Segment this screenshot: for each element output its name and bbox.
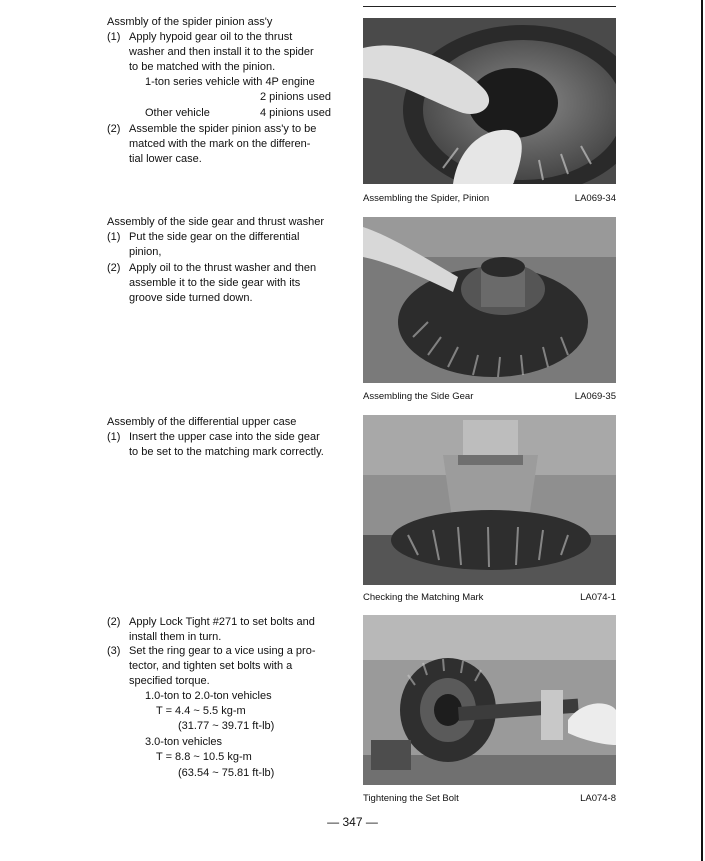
step-line: Put the side gear on the differential bbox=[129, 231, 300, 243]
step-upper-case-1 bbox=[107, 430, 333, 460]
step-number: (2) bbox=[107, 123, 121, 135]
caption-text: Assembling the Side Gear bbox=[363, 391, 474, 402]
step-line: Apply oil to the thrust washer and then bbox=[129, 262, 317, 274]
step-line: Apply hypoid gear oil to the thrust bbox=[129, 31, 293, 43]
step-side-gear-2 bbox=[107, 261, 333, 306]
photo-set-bolt bbox=[363, 615, 616, 785]
step-line: Assemble the spider pinion ass'y to be bbox=[129, 123, 317, 135]
section-title-spider: Assmbly of the spider pinion ass'y bbox=[107, 16, 273, 28]
photo-spider-pinion bbox=[363, 18, 616, 184]
photo-side-gear bbox=[363, 217, 616, 383]
step-line: Apply Lock Tight #271 to set bolts and bbox=[129, 616, 315, 628]
step-number: (1) bbox=[107, 231, 121, 243]
step-set-bolts-3 bbox=[107, 644, 333, 689]
step-number: (2) bbox=[107, 616, 121, 628]
step-line: pinion, bbox=[129, 246, 162, 258]
figure-code: LA069-35 bbox=[574, 391, 616, 402]
caption-text: Checking the Matching Mark bbox=[363, 592, 484, 603]
page-frame-right bbox=[701, 0, 703, 861]
step-number: (1) bbox=[107, 431, 121, 443]
step-spider-2 bbox=[107, 122, 333, 167]
step-line: to be matched with the pinion. bbox=[129, 61, 276, 73]
step-line: specified torque. bbox=[129, 675, 210, 687]
section-title-side-gear: Assembly of the side gear and thrust washer bbox=[107, 216, 325, 228]
torque-metric: T = 4.4 ~ 5.5 kg-m bbox=[156, 705, 246, 717]
spec-label: 1-ton series vehicle with 4P engine bbox=[145, 76, 315, 88]
step-line: groove side turned down. bbox=[129, 292, 253, 304]
caption-text: Assembling the Spider, Pinion bbox=[363, 193, 490, 204]
step-line: Set the ring gear to a vice using a pro- bbox=[129, 645, 316, 657]
page-number: — 347 — bbox=[327, 815, 378, 829]
step-line: Insert the upper case into the side gear bbox=[129, 431, 320, 443]
figure-code: LA074-8 bbox=[580, 793, 616, 804]
caption-text: Tightening the Set Bolt bbox=[363, 793, 459, 804]
photo-matching-mark bbox=[363, 415, 616, 585]
spec-value: 4 pinions used bbox=[260, 107, 331, 119]
step-line: install them in turn. bbox=[129, 631, 222, 643]
step-spider-1 bbox=[107, 30, 333, 75]
step-side-gear-1 bbox=[107, 230, 333, 260]
step-line: washer and then install it to the spider bbox=[129, 46, 314, 58]
step-set-bolts-2 bbox=[107, 615, 333, 645]
step-line: matced with the mark on the differen- bbox=[129, 138, 311, 150]
step-line: tector, and tighten set bolts with a bbox=[129, 660, 293, 672]
torque-imperial: (31.77 ~ 39.71 ft-lb) bbox=[178, 720, 275, 732]
top-rule bbox=[363, 6, 616, 7]
step-line: tial lower case. bbox=[129, 153, 202, 165]
torque-label: 3.0-ton vehicles bbox=[145, 736, 223, 748]
torque-imperial: (63.54 ~ 75.81 ft-lb) bbox=[178, 767, 275, 779]
figure-code: LA074-1 bbox=[580, 592, 616, 603]
step-line: to be set to the matching mark correctly. bbox=[129, 446, 324, 458]
step-line: assemble it to the side gear with its bbox=[129, 277, 301, 289]
step-number: (2) bbox=[107, 262, 121, 274]
torque-label: 1.0-ton to 2.0-ton vehicles bbox=[145, 690, 272, 702]
spec-label: Other vehicle bbox=[145, 107, 210, 119]
step-number: (3) bbox=[107, 645, 121, 657]
section-title-upper-case: Assembly of the differential upper case bbox=[107, 416, 297, 428]
step-number: (1) bbox=[107, 31, 121, 43]
figure-code: LA069-34 bbox=[574, 193, 616, 204]
torque-metric: T = 8.8 ~ 10.5 kg-m bbox=[156, 751, 252, 763]
spec-value: 2 pinions used bbox=[260, 91, 331, 103]
